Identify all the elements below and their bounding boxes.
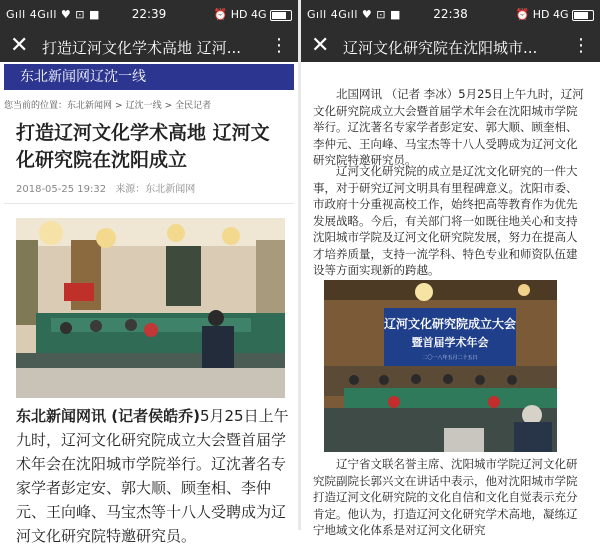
breadcrumb [4,98,211,111]
page-title: 辽河文化研究院在沈阳城市... [343,39,538,57]
article-paragraph-2: 辽河文化研究院的成立是辽沈文化研究的一件大事，对于研究辽河文明具有里程碑意义。沈阳市委、市政府十分重视高校工作，始终把高等教育作为优先发展战略。今后，有关部门将一如既往地关心和支持沈阳城市学院及辽河文化研究院发展，努力在提高人才培养质量，支持一流学科、特色专业和师资队伍建设等方面实现新的跨越。 [313,164,578,277]
status-right-icons: ⏰ HD 4G [214,8,292,21]
battery-icon [270,10,292,21]
clock: 22:39 [131,7,167,21]
article-body [16,404,290,548]
article-paragraph-3: 辽宁省文联名誉主席、沈阳城市学院辽河文化研究院副院长郭兴文在讲话中表示，他对沈阳城市学院打造辽河文化研究院的文化自信和文化自觉表示充分肯定。他认为，打造辽河文化研究学术高地，凝练辽宁地域文化体系是对辽河文化研究 [313,457,578,537]
left-phone-screen [0,0,298,545]
status-bar [0,0,298,30]
conference-stage-photo [324,280,557,452]
article-meta [16,180,201,195]
close-icon[interactable]: ✕ [311,33,330,58]
article-source: 来源：东北新闻网 [115,184,196,195]
more-options-icon[interactable]: ⋮ [270,35,288,56]
signal-indicators: Gıll 4Gıll ♥ ⊡ ■ [6,8,100,21]
browser-title-bar [0,30,298,62]
stage-screen-subtitle: 暨首届学术年会 [411,336,489,349]
article-body-text: 5月25日上午九时，辽河文化研究院成立大会暨首届学术年会在沈阳城市学院举行。辽沈著名专家学者彭定安、郭大顺、顾奎相、李仲元、王向峰、马宝杰等十八人受聘成为辽河文化研究院特邀研究员。 [16,407,289,545]
status-right-icons: ⏰ HD 4G [516,8,594,21]
battery-icon [572,10,594,21]
divider [4,203,294,204]
breadcrumb-item[interactable]: 东北新闻网 [67,101,113,111]
more-options-icon[interactable]: ⋮ [572,35,590,56]
meeting-room-photo [16,218,285,398]
article-headline: 打造辽河文化学术高地 辽河文化研究院在沈阳成立 [16,122,270,171]
signal-indicators: Gıll 4Gıll ♥ ⊡ ■ [307,8,401,21]
stage-screen-date: 二〇一八年五月二十五日 [422,355,478,361]
site-banner[interactable]: 东北新闻网辽沈一线 [4,64,294,90]
breadcrumb-item[interactable]: 全民记者 [175,101,212,111]
dateline-bold: 东北新闻网讯 (记者侯皓乔) [16,407,200,425]
breadcrumb-separator: > [115,101,123,111]
breadcrumb-prefix: 您当前的位置： [4,101,68,111]
page-title: 打造辽河文化学术高地 辽河... [42,39,242,57]
breadcrumb-separator: > [164,101,173,111]
article-paragraph-1: 北国网讯 （记者 李冰）5月25日上午九时，辽河文化研究院成立大会暨首届学术年会在沈阳城市学院举行。辽沈著名专家学者彭定安、郭大顺、顾奎相、李仲元、王向峰、马宝杰等十八人受聘成为辽河文化研究院特邀研究员。 [313,87,584,167]
publish-date: 2018-05-25 19:32 [16,184,107,195]
clock: 22:38 [433,7,468,21]
close-icon[interactable]: ✕ [10,33,29,58]
status-bar [301,0,600,30]
browser-title-bar [301,30,600,62]
stage-screen-title: 辽河文化研究院成立大会 [383,317,517,331]
breadcrumb-item[interactable]: 辽沈一线 [125,101,162,111]
